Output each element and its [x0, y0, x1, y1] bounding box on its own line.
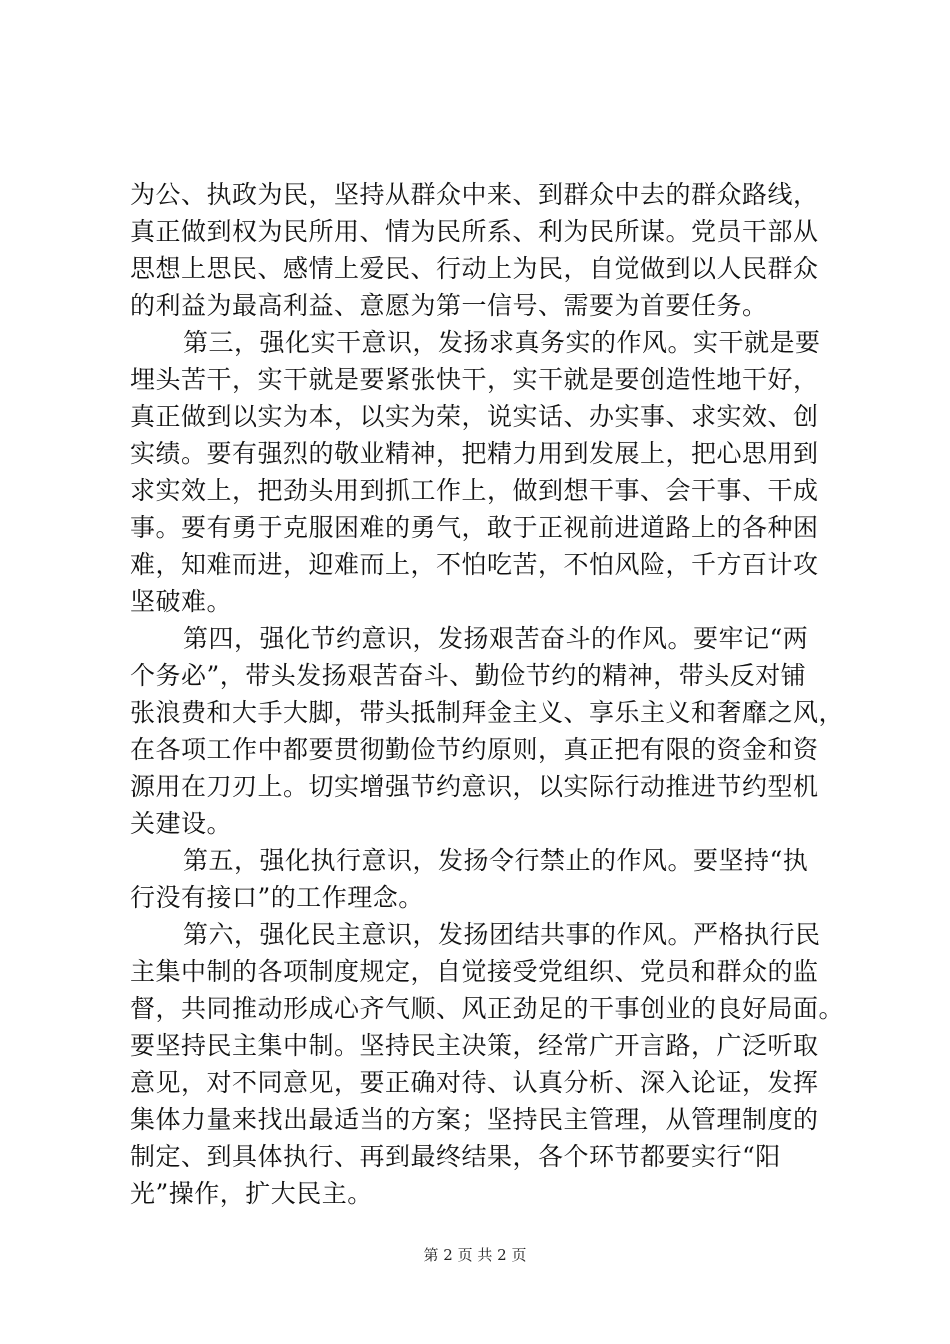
text-line: 真正做到以实为本，以实为荣，说实话、办实事、求实效、创 [130, 402, 819, 431]
text-line: 埋头苦干，实干就是要紧张快干，实干就是要创造性地干好， [130, 365, 819, 394]
paragraph-point-five [130, 842, 830, 916]
text-line: 制定、到具体执行、再到最终结果，各个环节都要实行“阳 [130, 1142, 781, 1171]
text-line: 第六，强化民主意识，发扬团结共事的作风。严格执行民 [183, 920, 821, 949]
text-line: 要坚持民主集中制。坚持民主决策，经常广开言路，广泛听取 [130, 1031, 819, 1060]
text-line: 张浪费和大手大脚，带头抵制拜金主义、享乐主义和奢靡之风， [130, 698, 845, 727]
document-body [130, 176, 845, 1212]
text-line: 个务必”，带头发扬艰苦奋斗、勤俭节约的精神，带头反对铺 [130, 661, 807, 690]
text-line: 事。要有勇于克服困难的勇气，敢于正视前进道路上的各种困 [130, 513, 819, 542]
text-line: 源用在刀刃上。切实增强节约意识，以实际行动推进节约型机 [130, 772, 819, 801]
text-line: 为公、执政为民，坚持从群众中来、到群众中去的群众路线， [130, 180, 819, 209]
paragraph-point-six [130, 916, 845, 1212]
text-line: 主集中制的各项制度规定，自觉接受党组织、党员和群众的监 [130, 957, 819, 986]
text-line: 第三，强化实干意识，发扬求真务实的作风。实干就是要 [183, 328, 821, 357]
text-line: 第四，强化节约意识，发扬艰苦奋斗的作风。要牢记“两 [183, 624, 809, 653]
text-line: 实绩。要有强烈的敬业精神，把精力用到发展上，把心思用到 [130, 439, 819, 468]
text-line: 第五，强化执行意识，发扬令行禁止的作风。要坚持“执 [183, 846, 809, 875]
text-line: 关建设。 [130, 809, 233, 838]
text-line: 在各项工作中都要贯彻勤俭节约原则，真正把有限的资金和资 [130, 735, 819, 764]
text-line: 求实效上，把劲头用到抓工作上，做到想干事、会干事、干成 [130, 476, 819, 505]
text-line: 督，共同推动形成心齐气顺、风正劲足的干事创业的良好局面。 [130, 994, 845, 1023]
text-line: 光”操作，扩大民主。 [130, 1179, 373, 1208]
text-line: 意见，对不同意见，要正确对待、认真分析、深入论证，发挥 [130, 1068, 819, 1097]
text-line: 集体力量来找出最适当的方案；坚持民主管理，从管理制度的 [130, 1105, 819, 1134]
text-line: 思想上思民、感情上爱民、行动上为民，自觉做到以人民群众 [130, 254, 819, 283]
text-line: 真正做到权为民所用、情为民所系、利为民所谋。党员干部从 [130, 217, 819, 246]
paragraph-point-three [130, 324, 830, 620]
text-line: 难，知难而进，迎难而上，不怕吃苦，不怕风险，千方百计攻 [130, 550, 819, 579]
page-footer: 第 2 页 共 2 页 [423, 1246, 527, 1264]
paragraph-intro-continuation [130, 176, 830, 324]
text-line: 坚破难。 [130, 587, 233, 616]
paragraph-point-four [130, 620, 845, 842]
text-line: 行没有接口”的工作理念。 [130, 883, 424, 912]
text-line: 的利益为最高利益、意愿为第一信号、需要为首要任务。 [130, 291, 768, 320]
